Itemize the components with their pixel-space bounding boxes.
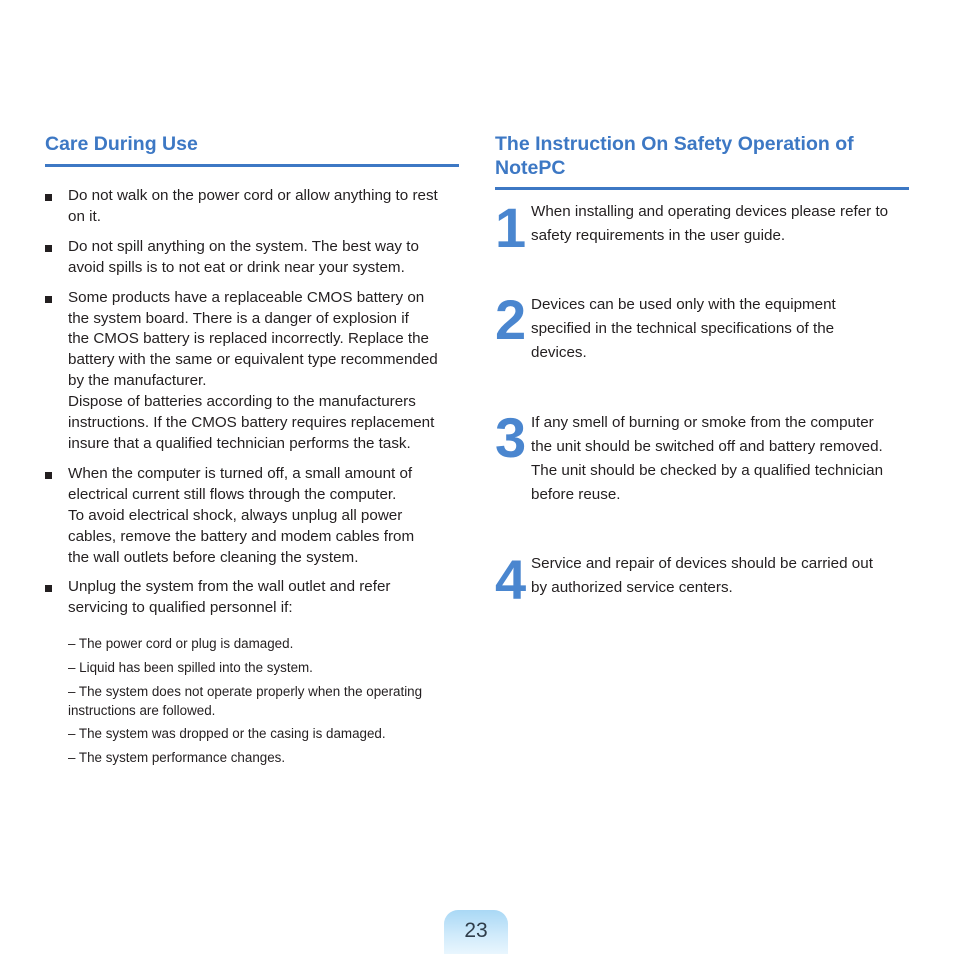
safety-step	[495, 196, 915, 259]
condition-item	[68, 749, 465, 768]
step-line: When installing and operating devices please refer to	[531, 203, 889, 220]
step-line: by authorized service centers.	[531, 579, 733, 596]
step-text	[531, 293, 915, 365]
step-line: the unit should be switched off and battery removed.	[531, 438, 883, 455]
heading-line: The Instruction On Safety Operation of	[495, 133, 854, 155]
heading-underline	[495, 187, 909, 190]
page-number: 23	[464, 919, 488, 942]
bullet-line: Some products have a replaceable CMOS battery on	[68, 288, 425, 306]
step-line: before reuse.	[531, 486, 621, 503]
bullet-line: the wall outlets before cleaning the system.	[68, 548, 359, 566]
square-bullet-icon	[45, 296, 52, 303]
bullet-item	[45, 288, 465, 455]
bullet-line: battery with the same or equivalent type recommended	[68, 351, 438, 369]
square-bullet-icon	[45, 194, 52, 201]
step-number: 3	[495, 406, 525, 469]
step-number: 1	[495, 196, 525, 259]
bullet-line: Unplug the system from the wall outlet and refer	[68, 578, 391, 596]
safety-step	[495, 406, 915, 507]
step-number: 4	[495, 548, 525, 611]
step-line: If any smell of burning or smoke from the computer	[531, 414, 874, 431]
bullet-line: To avoid electrical shock, always unplug all power	[68, 506, 403, 524]
condition-list	[45, 635, 465, 768]
step-number: 2	[495, 288, 525, 351]
page-number-badge	[444, 910, 508, 954]
condition-line: – The system does not operate properly when the operating	[68, 683, 423, 699]
section-heading-safety-operation	[495, 132, 854, 180]
condition-item	[68, 635, 465, 654]
square-bullet-icon	[45, 245, 52, 252]
bullet-line: cables, remove the battery and modem cables from	[68, 527, 415, 545]
bullet-line: by the manufacturer.	[68, 372, 207, 390]
step-line: The unit should be checked by a qualified technician	[531, 462, 884, 479]
bullet-line: Do not spill anything on the system. The best way to	[68, 237, 419, 255]
bullet-line: instructions. If the CMOS battery requires replacement	[68, 414, 435, 432]
bullet-line: the CMOS battery is replaced incorrectly. Replace the	[68, 330, 429, 348]
square-bullet-icon	[45, 472, 52, 479]
bullet-line: electrical current still flows through the computer.	[68, 485, 397, 503]
condition-line: – Liquid has been spilled into the system.	[68, 660, 313, 676]
condition-item	[68, 683, 465, 721]
step-line: Devices can be used only with the equipment	[531, 296, 836, 313]
bullet-line: insure that a qualified technician performs the task.	[68, 434, 411, 452]
bullet-line: servicing to qualified personnel if:	[68, 599, 293, 617]
safety-step	[495, 548, 915, 611]
step-line: devices.	[531, 344, 587, 361]
bullet-line: Dispose of batteries according to the manufacturers	[68, 393, 416, 411]
condition-line: – The system performance changes.	[68, 750, 286, 766]
condition-line: – The system was dropped or the casing is damaged.	[68, 726, 386, 742]
safety-step	[495, 288, 915, 365]
bullet-line: When the computer is turned off, a small amount of	[68, 464, 413, 482]
square-bullet-icon	[45, 585, 52, 592]
heading-line: NotePC	[495, 157, 566, 179]
bullet-line: Do not walk on the power cord or allow anything to rest	[68, 187, 438, 204]
care-bullet-list	[45, 186, 465, 773]
step-text	[531, 411, 915, 507]
bullet-line: on it.	[68, 207, 101, 225]
heading-underline	[45, 164, 459, 167]
condition-line: instructions are followed.	[68, 702, 216, 718]
step-line: safety requirements in the user guide.	[531, 227, 786, 244]
step-text	[531, 200, 915, 248]
bullet-line: avoid spills is to not eat or drink near your system.	[68, 258, 405, 276]
bullet-line: the system board. There is a danger of explosion if	[68, 309, 409, 327]
condition-item	[68, 659, 465, 678]
bullet-item	[45, 577, 465, 619]
step-text	[531, 552, 915, 600]
step-line: specified in the technical specifications of the	[531, 320, 835, 337]
bullet-item	[45, 186, 465, 228]
condition-item	[68, 725, 465, 744]
step-line: Service and repair of devices should be carried out	[531, 555, 873, 572]
section-heading-care-during-use: Care During Use	[45, 133, 198, 155]
condition-line: – The power cord or plug is damaged.	[68, 636, 294, 652]
bullet-item	[45, 464, 465, 569]
bullet-item	[45, 237, 465, 279]
